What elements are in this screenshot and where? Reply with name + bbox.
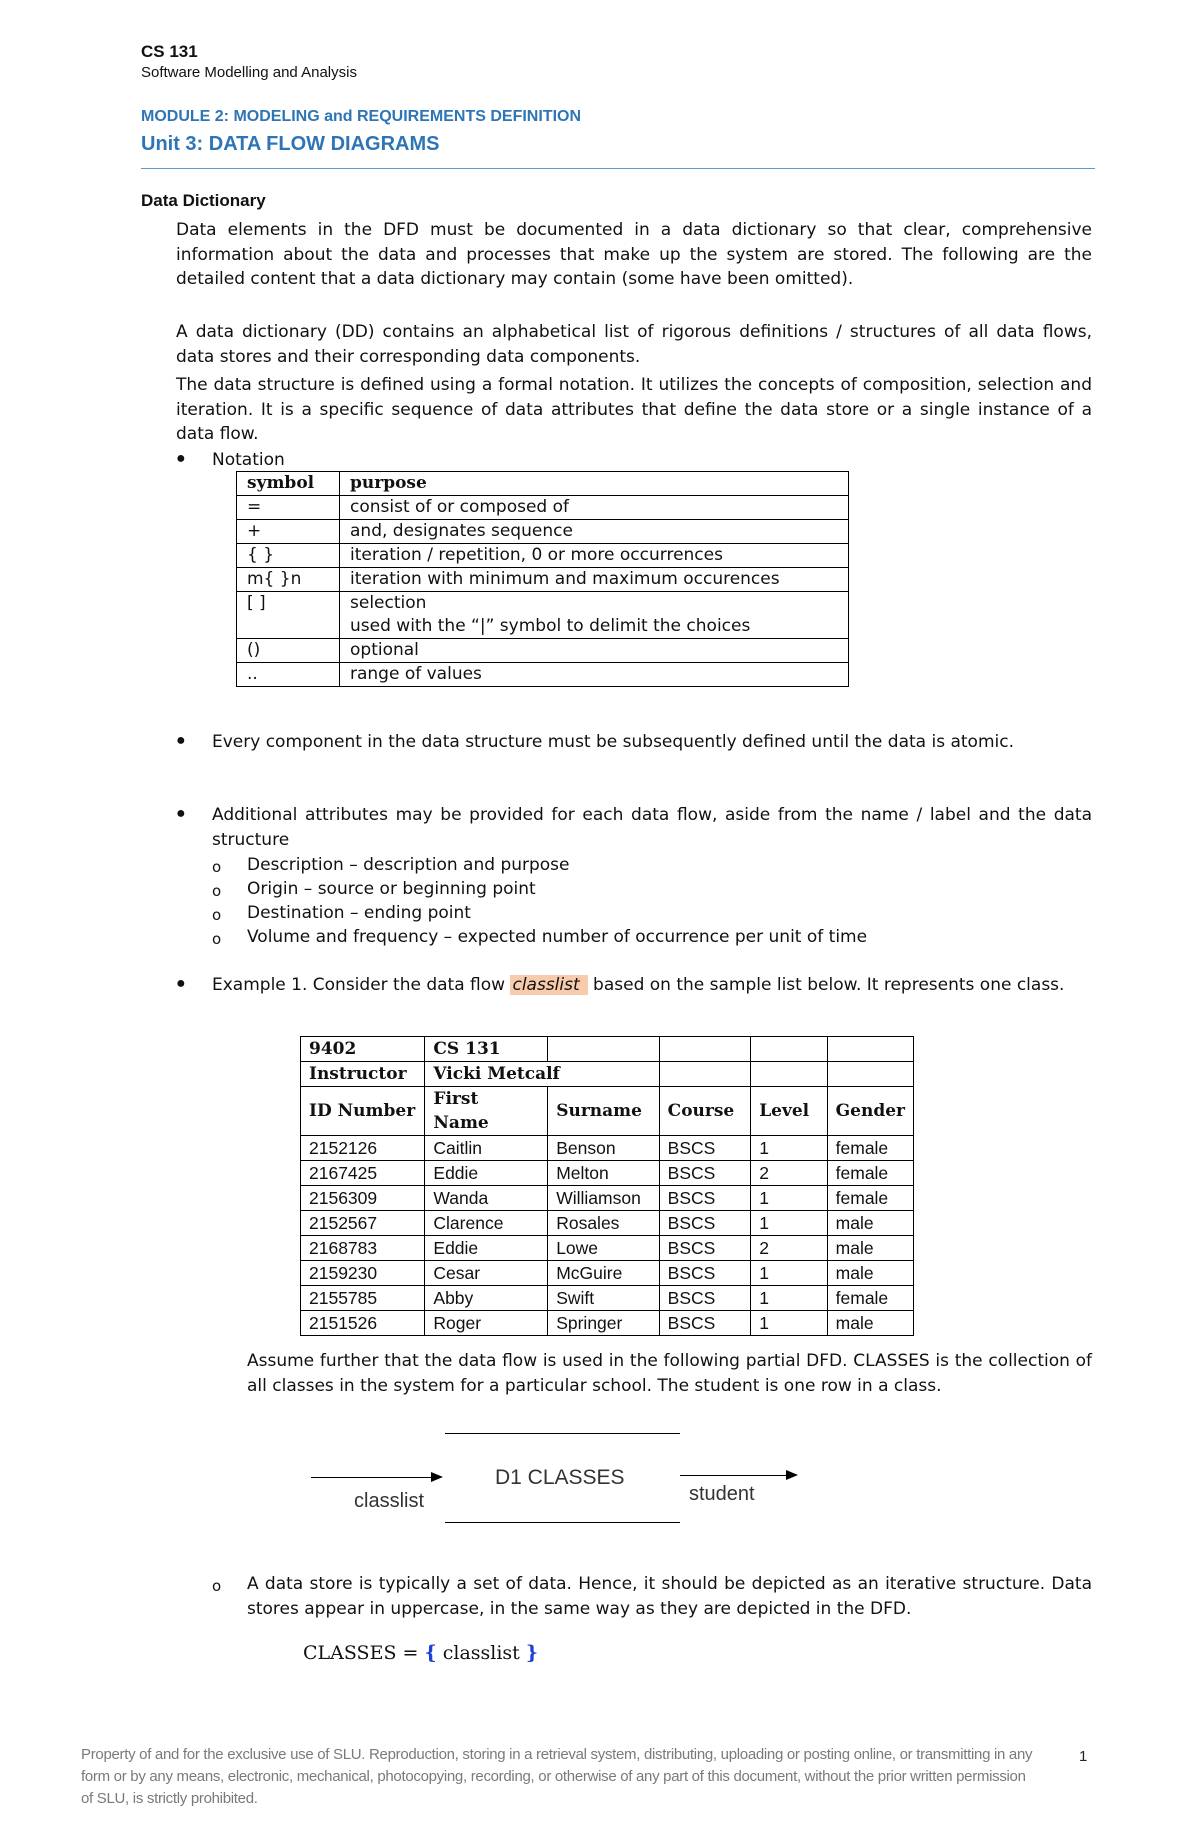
table-row <box>237 544 849 568</box>
sub-bullet-icon: o <box>212 930 222 948</box>
header-divider <box>141 168 1095 169</box>
purpose-line: used with the “|” symbol to delimit the choices <box>350 616 751 636</box>
data-store-label: D1 CLASSES <box>495 1466 625 1489</box>
sub-item-destination: Destination – ending point <box>247 903 471 923</box>
brace-close: } <box>525 1642 539 1664</box>
sub-item-origin: Origin – source or beginning point <box>247 879 536 899</box>
surname-cell: Rosales <box>548 1211 659 1236</box>
paragraph-assume: Assume further that the data flow is used in the following partial DFD. CLASSES is the collection of all classes in the system for a particular school. The student is one row in a class. <box>247 1351 1092 1396</box>
empty-cell <box>827 1037 913 1062</box>
empty-cell <box>548 1037 659 1062</box>
paragraph-datastore: A data store is typically a set of data. Hence, it should be depicted as an iterative structure. Data stores appear in uppercase, in the same way as they are depicted in the DFD. <box>247 1574 1092 1619</box>
header-gender: Gender <box>827 1087 913 1136</box>
sub-bullet-icon: o <box>212 858 222 876</box>
notation-label: Notation <box>212 450 285 470</box>
course-cell: BSCS <box>659 1261 751 1286</box>
course-code: CS 131 <box>141 42 198 61</box>
course-cell: BSCS <box>659 1211 751 1236</box>
table-row <box>237 592 849 639</box>
store-bottom-line <box>445 1522 680 1523</box>
level-cell: 1 <box>751 1211 827 1236</box>
table-row <box>301 1286 914 1311</box>
purpose-cell: iteration with minimum and maximum occurences <box>340 568 849 592</box>
sub-bullet-icon: o <box>212 882 222 900</box>
gender-cell: male <box>827 1211 913 1236</box>
purpose-cell: consist of or composed of <box>340 496 849 520</box>
bullet-icon: ● <box>176 805 186 822</box>
table-row <box>237 663 849 687</box>
first-name-cell: Abby <box>425 1286 548 1311</box>
table-row <box>301 1261 914 1286</box>
first-name-cell: Cesar <box>425 1261 548 1286</box>
level-cell: 1 <box>751 1286 827 1311</box>
level-cell: 2 <box>751 1236 827 1261</box>
paragraph-intro: Data elements in the DFD must be documented in a data dictionary so that clear, comprehensive information about the data and processes that make up the system are stored. The following are the detailed content that a data dictionary may contain (some have been omitted). <box>176 220 1092 289</box>
paragraph-data-structure: The data structure is defined using a formal notation. It utilizes the concepts of composition, selection and iteration. It is a specific sequence of data attributes that define the data store or a single instance of a data flow. <box>176 375 1092 444</box>
out-flow-line <box>680 1475 788 1476</box>
surname-cell: Benson <box>548 1136 659 1161</box>
in-flow-line <box>311 1477 433 1478</box>
store-top-line <box>445 1433 680 1434</box>
gender-cell: female <box>827 1161 913 1186</box>
footer-copyright: Property of and for the exclusive use of SLU. Reproduction, storing in a retrieval system, distributing, uploading or posting online, or transmitting in any form or by any means, electronic, mechanical, photocopying, recording, or otherwise of any part of this document, without the prior written permission of SLU, is strictly prohibited. <box>81 1746 1033 1807</box>
table-row <box>301 1311 914 1336</box>
purpose-cell: and, designates sequence <box>340 520 849 544</box>
course-cell: BSCS <box>659 1136 751 1161</box>
surname-cell: Lowe <box>548 1236 659 1261</box>
surname-cell: Springer <box>548 1311 659 1336</box>
table-row <box>301 1236 914 1261</box>
symbol-cell: [ ] <box>237 592 340 639</box>
surname-cell: Williamson <box>548 1186 659 1211</box>
class-code-cell: 9402 <box>301 1037 425 1062</box>
bullet-additional-attributes: Additional attributes may be provided for each data flow, aside from the name / label and the data structure <box>212 805 1092 850</box>
unit-title: Unit 3: DATA FLOW DIAGRAMS <box>141 133 440 155</box>
sub-bullet-icon: o <box>212 906 222 924</box>
section-title: Data Dictionary <box>141 191 266 210</box>
sub-item-volume: Volume and frequency – expected number of occurrence per unit of time <box>247 927 868 947</box>
id-number-cell: 2152126 <box>301 1136 425 1161</box>
first-name-cell: Roger <box>425 1311 548 1336</box>
header-level: Level <box>751 1087 827 1136</box>
table-row <box>301 1161 914 1186</box>
class-course-cell: CS 131 <box>425 1037 548 1062</box>
symbol-cell: = <box>237 496 340 520</box>
table-row <box>237 496 849 520</box>
gender-cell: female <box>827 1186 913 1211</box>
header-symbol: symbol <box>237 472 340 496</box>
id-number-cell: 2156309 <box>301 1186 425 1211</box>
symbol-cell: () <box>237 639 340 663</box>
symbol-cell: { } <box>237 544 340 568</box>
sub-bullet-icon: o <box>212 1577 222 1595</box>
empty-cell <box>751 1037 827 1062</box>
purpose-line: selection <box>350 593 427 613</box>
gender-cell: male <box>827 1311 913 1336</box>
table-row <box>301 1211 914 1236</box>
surname-cell: Swift <box>548 1286 659 1311</box>
class-list-body <box>301 1136 914 1336</box>
first-name-cell: Wanda <box>425 1186 548 1211</box>
purpose-cell <box>340 592 849 639</box>
bullet-icon: ● <box>176 732 186 749</box>
page-number: 1 <box>1079 1748 1088 1765</box>
classes-lhs: CLASSES = <box>303 1642 419 1664</box>
header-surname: Surname <box>548 1087 659 1136</box>
course-cell: BSCS <box>659 1236 751 1261</box>
id-number-cell: 2151526 <box>301 1311 425 1336</box>
arrow-right-icon <box>431 1472 443 1482</box>
first-name-cell: Caitlin <box>425 1136 548 1161</box>
brace-open: { <box>424 1642 437 1664</box>
table-row <box>237 520 849 544</box>
course-cell: BSCS <box>659 1161 751 1186</box>
classes-item: classlist <box>442 1642 520 1664</box>
example-prefix: Example 1. Consider the data flow <box>212 975 506 995</box>
header-first-name: First Name <box>425 1087 548 1136</box>
course-cell: BSCS <box>659 1311 751 1336</box>
example-highlight: classlist <box>510 975 587 995</box>
example-suffix: based on the sample list below. It represents one class. <box>593 975 1065 995</box>
symbol-cell: m{ }n <box>237 568 340 592</box>
table-row <box>237 639 849 663</box>
bullet-icon: ● <box>176 975 186 992</box>
course-cell: BSCS <box>659 1286 751 1311</box>
classes-definition <box>303 1642 538 1664</box>
empty-cell <box>659 1062 751 1087</box>
surname-cell: McGuire <box>548 1261 659 1286</box>
purpose-cell: iteration / repetition, 0 or more occurrences <box>340 544 849 568</box>
notation-table <box>236 471 849 687</box>
id-number-cell: 2155785 <box>301 1286 425 1311</box>
level-cell: 1 <box>751 1136 827 1161</box>
gender-cell: female <box>827 1286 913 1311</box>
bullet-example <box>212 973 1092 998</box>
id-number-cell: 2167425 <box>301 1161 425 1186</box>
first-name-cell: Eddie <box>425 1161 548 1186</box>
table-row <box>301 1037 914 1062</box>
table-row <box>301 1136 914 1161</box>
instructor-name-cell: Vicki Metcalf <box>425 1062 659 1087</box>
symbol-cell: + <box>237 520 340 544</box>
first-name-cell: Eddie <box>425 1236 548 1261</box>
gender-cell: male <box>827 1261 913 1286</box>
arrow-right-icon <box>786 1470 798 1480</box>
table-row <box>301 1062 914 1087</box>
table-header-row <box>237 472 849 496</box>
surname-cell: Melton <box>548 1161 659 1186</box>
empty-cell <box>659 1037 751 1062</box>
course-name: Software Modelling and Analysis <box>141 64 357 81</box>
bullet-icon: ● <box>176 450 186 467</box>
empty-cell <box>827 1062 913 1087</box>
symbol-cell: .. <box>237 663 340 687</box>
sub-item-description: Description – description and purpose <box>247 855 570 875</box>
header-purpose: purpose <box>340 472 849 496</box>
first-name-cell: Clarence <box>425 1211 548 1236</box>
header-id-number: ID Number <box>301 1087 425 1136</box>
level-cell: 1 <box>751 1186 827 1211</box>
table-header-row <box>301 1087 914 1136</box>
course-cell: BSCS <box>659 1186 751 1211</box>
table-row <box>237 568 849 592</box>
id-number-cell: 2168783 <box>301 1236 425 1261</box>
gender-cell: male <box>827 1236 913 1261</box>
purpose-cell: optional <box>340 639 849 663</box>
purpose-cell: range of values <box>340 663 849 687</box>
class-list-table <box>300 1036 914 1336</box>
in-flow-label: classlist <box>354 1490 425 1512</box>
level-cell: 1 <box>751 1311 827 1336</box>
level-cell: 2 <box>751 1161 827 1186</box>
paragraph-dd-definition: A data dictionary (DD) contains an alphabetical list of rigorous definitions / structures of all data flows, data stores and their corresponding data components. <box>176 322 1092 367</box>
out-flow-label: student <box>689 1483 755 1505</box>
id-number-cell: 2159230 <box>301 1261 425 1286</box>
module-title: MODULE 2: MODELING and REQUIREMENTS DEFINITION <box>141 108 582 125</box>
bullet-every-component: Every component in the data structure must be subsequently defined until the data is atomic. <box>212 732 1014 752</box>
id-number-cell: 2152567 <box>301 1211 425 1236</box>
table-row <box>301 1186 914 1211</box>
empty-cell <box>751 1062 827 1087</box>
instructor-label-cell: Instructor <box>301 1062 425 1087</box>
level-cell: 1 <box>751 1261 827 1286</box>
gender-cell: female <box>827 1136 913 1161</box>
header-course: Course <box>659 1087 751 1136</box>
